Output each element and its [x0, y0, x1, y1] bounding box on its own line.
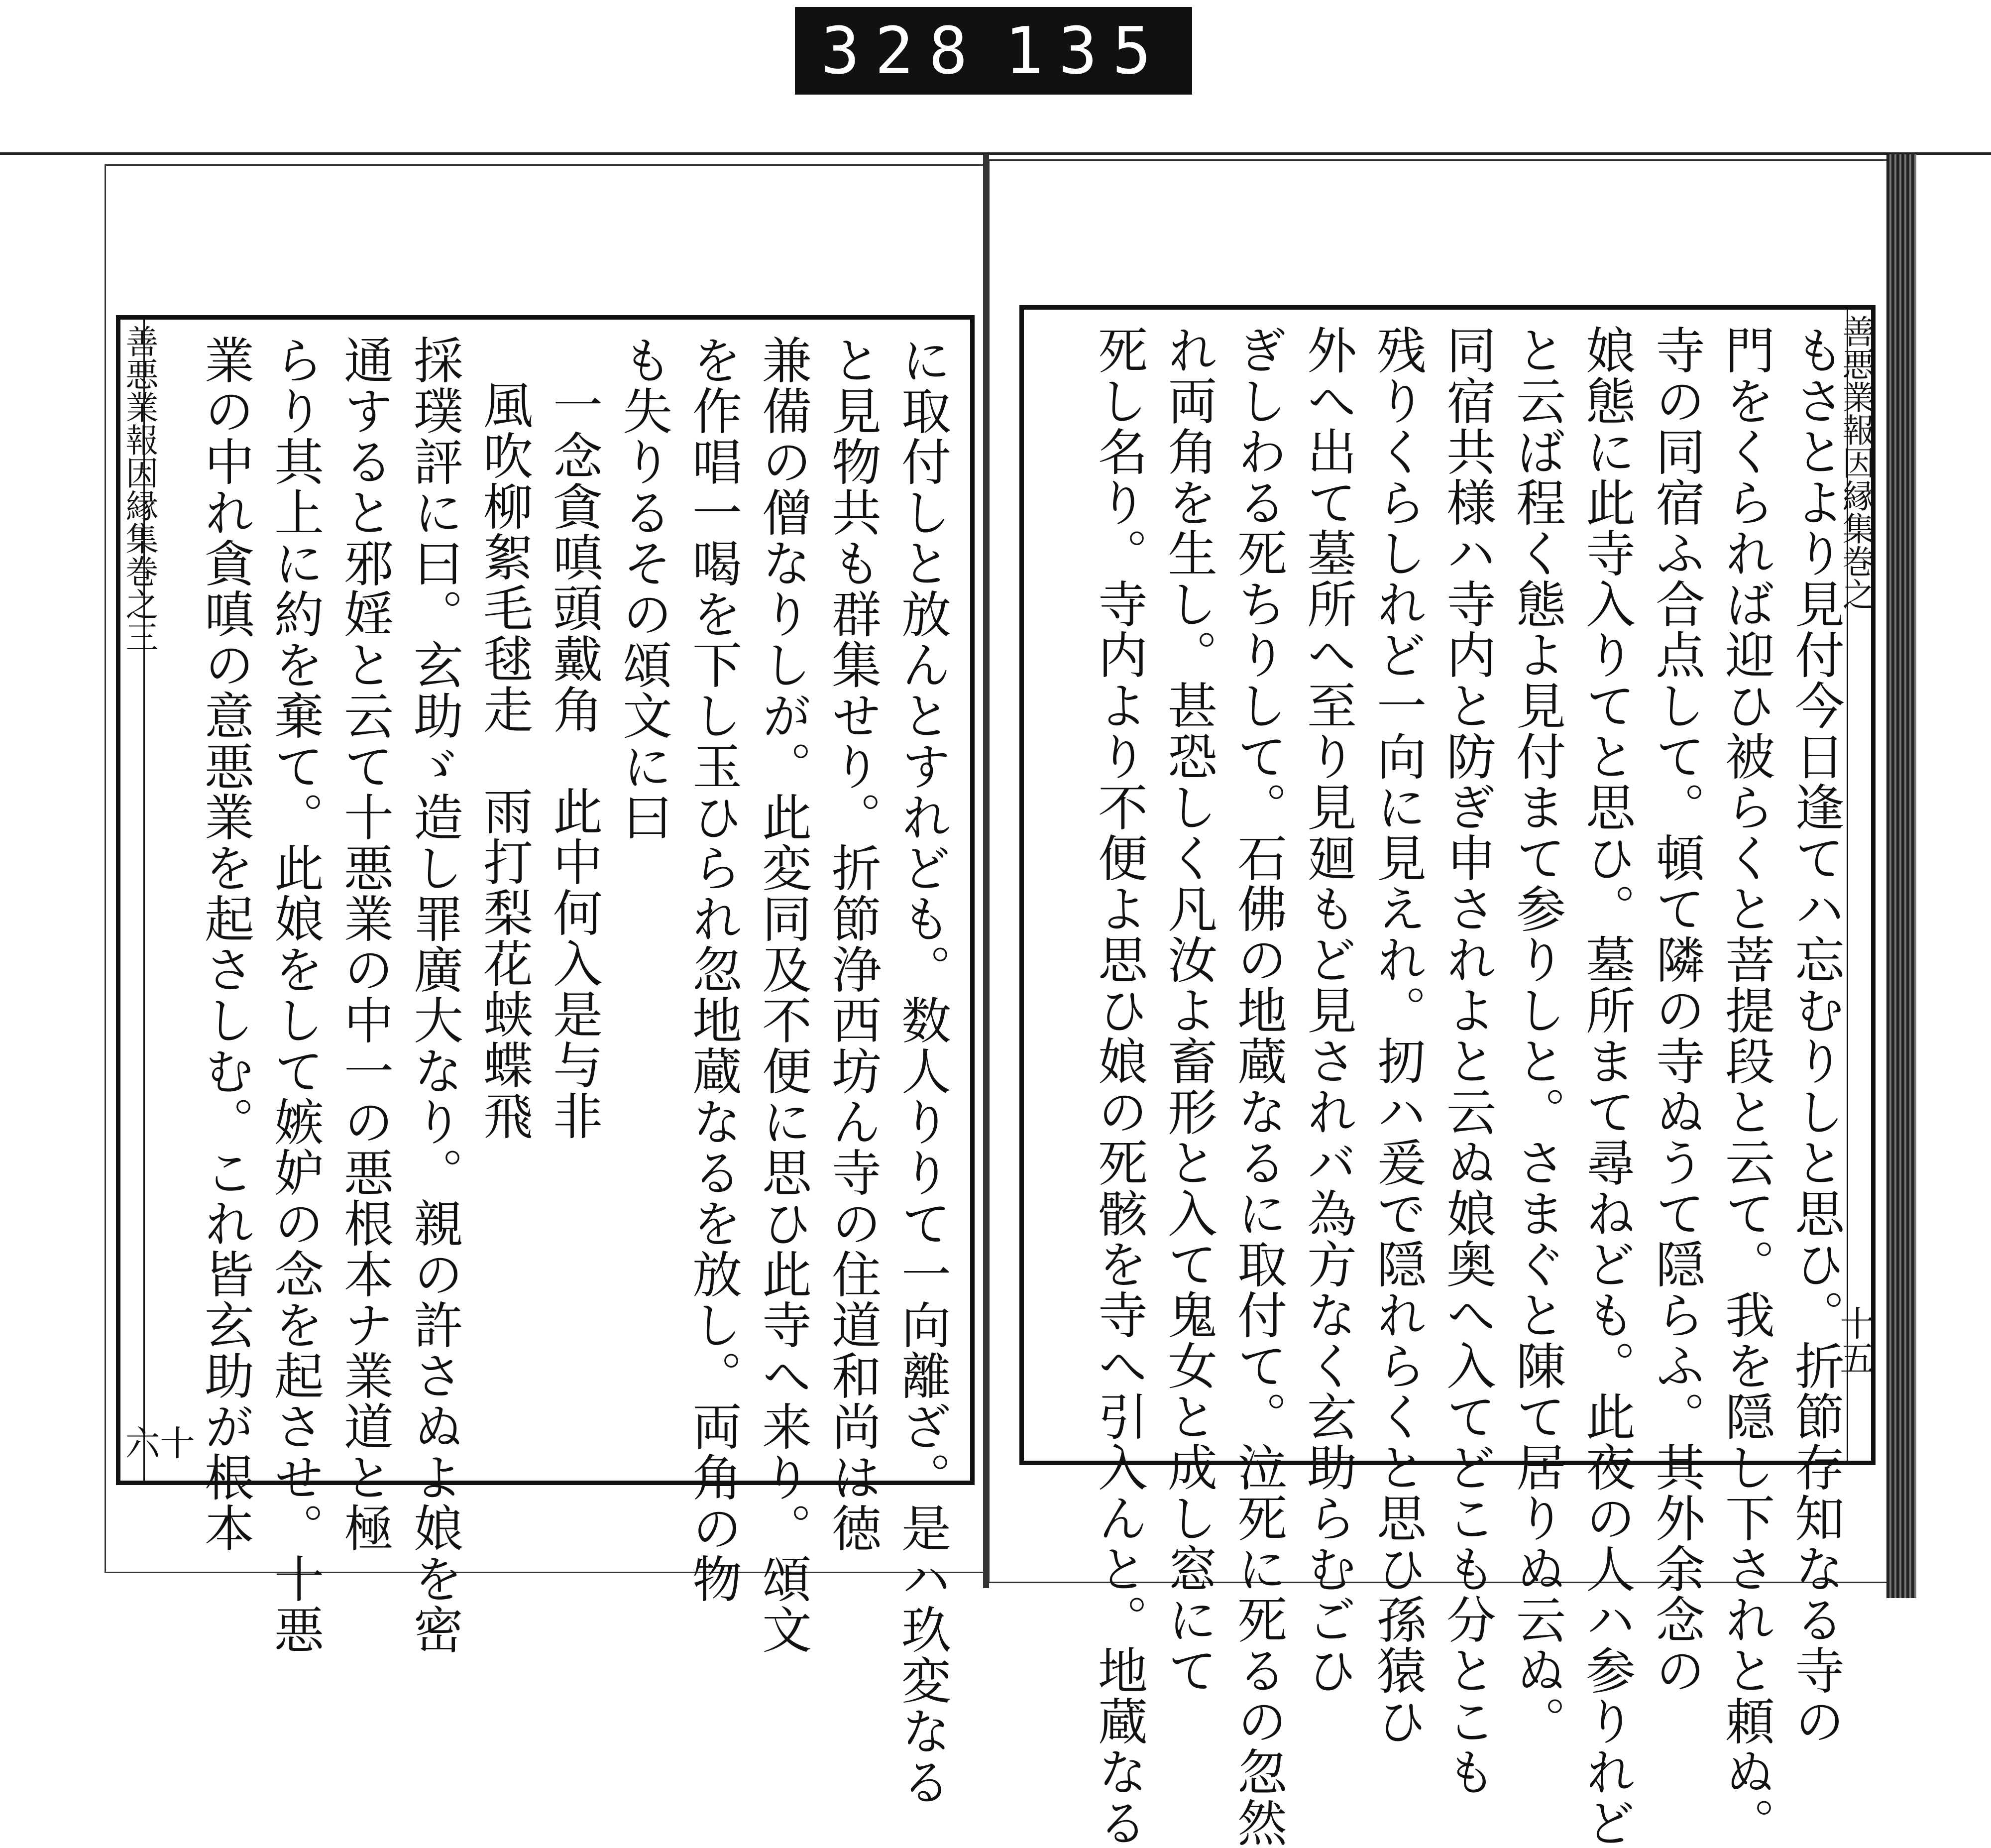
left-text-column: 通すると邪婬と云て十悪業の中一の悪根本ナ業道と極 [335, 335, 394, 1553]
left-text-column: らり其上に約を棄て。此娘をして嫉妒の念を起させ。十悪 [266, 335, 324, 1655]
frame-counter [795, 7, 1192, 95]
right-page [988, 159, 1909, 1848]
page-stack-edge [1886, 154, 1916, 1598]
left-text-column: に取付しと放んとすれども。数人りりて一向離ざ。是ハ玖変なる [893, 335, 951, 1807]
left-text-column: 業の中れ貪嗔の意悪業を起さしむ。これ皆玄助が根本 [196, 335, 254, 1553]
left-folio: 十六 [119, 1425, 195, 1460]
right-text-column: もさとより見付今日逢てハ忘むりしと思ひ。折節存知なる寺の [1786, 325, 1845, 1746]
right-text-column: れ両角を生し。甚恐しく凡汝よ畜形と入て鬼女と成し窓にて [1159, 325, 1217, 1696]
right-text-column: 同宿共様ハ寺内と防ぎ申されよと云ぬ娘奥へ入てどこも分とこも [1438, 325, 1496, 1797]
right-text-column: と云ば程く態よ見付まて参りしと。さまぐと陳て居りぬ云ぬ。 [1508, 325, 1566, 1746]
right-margin-title: 善悪業報因縁集巻之 [1837, 315, 1875, 610]
right-text-column: ぎしわる死ちりして。石佛の地蔵なるに取付て。泣死に死るの忽然 [1229, 325, 1287, 1848]
left-margin-title: 善悪業報因縁集巻之三 [120, 325, 158, 653]
left-text-column: と見物共も群集せり。折節浄西坊ん寺の住道和尚は徳 [823, 335, 882, 1553]
left-text-column: 採璞評に曰。玄助ゞ造し罪廣大なり。親の許さぬよ娘を密 [405, 335, 463, 1655]
left-text-column: も失りるその頌文に曰 [614, 335, 672, 842]
right-text-column: 残りくらしれど一向に見えれ。扨ハ爰で隠れらくと思ひ孫猿ひ [1368, 325, 1427, 1746]
right-text-column: 娘態に此寺入りてと思ひ。墓所まて尋ねども。此夜の人ハ参りれど [1577, 325, 1636, 1848]
right-text-column: 寺の同宿ふ合点して。頓て隣の寺ぬうて隠らふ。其外余念の [1647, 325, 1705, 1696]
right-folio: 十五 [1834, 1305, 1875, 1375]
left-text-column: を作唱一喝を下し玉ひられ忽地蔵なるを放し。両角の物 [684, 335, 742, 1604]
left-text-frame [116, 315, 975, 1807]
left-text-column: 兼備の僧なりしが。此変同及不便に思ひ此寺へ来り。頌文 [754, 335, 812, 1655]
frame-counter-left: 328 [821, 13, 983, 89]
frame-counter-right: 135 [1004, 13, 1166, 89]
left-page [105, 164, 986, 1807]
right-text-column: 外へ出て墓所へ至り見廻もど見されバ為方なく玄助らむごひ [1299, 325, 1357, 1696]
scan-divider-line [0, 152, 1991, 155]
right-text-column: 死し名り。寺内より不便よ思ひ娘の死骸を寺へ引入んと。地蔵なる [1090, 325, 1148, 1848]
left-verse-column: 風吹柳絮毛毬走 雨打梨花蛱蝶飛 [475, 379, 533, 1141]
right-text-column: 門をくられば迎ひ被らくと菩提段と云て。我を隠し下されと頼ぬ。 [1717, 325, 1775, 1848]
right-text-frame [1019, 305, 1876, 1848]
left-verse-column: 一念貪嗔頭戴角 此中何入是与非 [545, 379, 603, 1141]
